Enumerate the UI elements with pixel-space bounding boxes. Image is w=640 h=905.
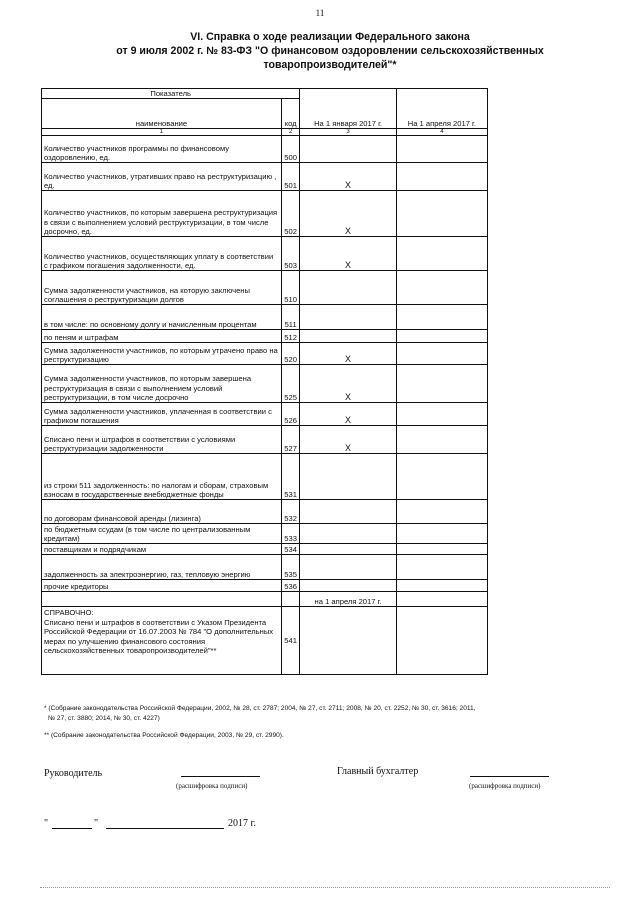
row-name: по пеням и штрафам xyxy=(42,330,282,343)
row-jan xyxy=(300,555,396,580)
row-jan: X xyxy=(300,163,396,191)
row-name: Сумма задолженности участников, по которым утрачено право на реструктуризацию xyxy=(42,343,282,365)
row-code: 500 xyxy=(281,136,299,163)
reference-header-row xyxy=(42,592,488,607)
table-row xyxy=(42,524,488,544)
row-code: 534 xyxy=(281,544,299,555)
header-indicator: Показатель xyxy=(42,89,300,99)
table-row xyxy=(42,136,488,163)
reference-row xyxy=(42,607,488,675)
row-code: 527 xyxy=(281,426,299,454)
row-code: 535 xyxy=(281,555,299,580)
table-row xyxy=(42,426,488,454)
row-code: 501 xyxy=(281,163,299,191)
head-signature-line xyxy=(181,776,260,777)
row-jan: X xyxy=(300,343,396,365)
row-jan xyxy=(300,305,396,330)
row-name: Количество участников, утративших право на реструктуризацию , ед. xyxy=(42,163,282,191)
title-line-3: товаропроизводителей"* xyxy=(263,59,397,71)
row-name: из строки 511 задолженность: по налогам и сборам, страховым взносам в государственные внебюджетные фонды xyxy=(42,454,282,500)
row-name: Сумма задолженности участников, по которым завершена реструктуризация в связи с выполнением условий реструктуризации, в том числе досрочно xyxy=(42,365,282,403)
row-code: 532 xyxy=(281,500,299,524)
row-jan: X xyxy=(300,403,396,426)
date-day-line xyxy=(52,828,92,829)
title-line-2: от 9 июля 2002 г. № 83-ФЗ "О финансовом оздоровлении сельскохозяйственных xyxy=(116,45,544,57)
row-apr xyxy=(396,403,487,426)
header-apr: На 1 апреля 2017 г. xyxy=(396,89,487,129)
row-name: прочие кредиторы xyxy=(42,580,282,592)
row-name: Списано пени и штрафов в соответствии с условиями реструктуризации задолженности xyxy=(42,426,282,454)
table-row xyxy=(42,163,488,191)
footnote-1-line-1: * (Собрание законодательства Российской Федерации, 2002, № 28, ст. 2787; 2004, № 27, ст. 2711; 2008, № 20, ст. 2252, № 30, ст. 3616; 2011, xyxy=(44,705,476,712)
row-jan xyxy=(300,454,396,500)
row-name: по договорам финансовой аренды (лизинга) xyxy=(42,500,282,524)
head-transcript-caption: (расшифровка подписи) xyxy=(176,782,248,790)
accountant-label: Главный бухгалтер xyxy=(337,766,419,777)
table-row xyxy=(42,365,488,403)
table-row xyxy=(42,555,488,580)
row-code: 512 xyxy=(281,330,299,343)
row-apr xyxy=(396,305,487,330)
table-row xyxy=(42,544,488,555)
header-jan: На 1 января 2017 г. xyxy=(300,89,396,129)
row-apr xyxy=(396,271,487,305)
row-apr xyxy=(396,500,487,524)
row-jan: X xyxy=(300,426,396,454)
row-code: 510 xyxy=(281,271,299,305)
row-apr xyxy=(396,237,487,271)
row-jan: X xyxy=(300,237,396,271)
row-jan xyxy=(300,524,396,544)
column-number: 2 xyxy=(281,129,299,136)
column-number: 3 xyxy=(300,129,396,136)
accountant-transcript-caption: (расшифровка подписи) xyxy=(469,782,541,790)
row-name: Сумма задолженности участников, на которую заключены соглашения о реструктуризации долгов xyxy=(42,271,282,305)
row-jan xyxy=(300,500,396,524)
reference-code: 541 xyxy=(281,607,299,675)
row-jan: X xyxy=(300,365,396,403)
row-code: 503 xyxy=(281,237,299,271)
row-apr xyxy=(396,454,487,500)
row-code: 511 xyxy=(281,305,299,330)
row-apr xyxy=(396,365,487,403)
row-apr xyxy=(396,136,487,163)
table-row xyxy=(42,305,488,330)
table-row xyxy=(42,237,488,271)
row-apr xyxy=(396,163,487,191)
row-apr xyxy=(396,580,487,592)
page-title xyxy=(60,30,600,72)
row-code: 531 xyxy=(281,454,299,500)
table-row xyxy=(42,580,488,592)
row-name: в том числе: по основному долгу и начисленным процентам xyxy=(42,305,282,330)
footnote-1-line-2: № 27, ст. 3880; 2014, № 30, ст. 4227) xyxy=(48,715,160,722)
table-row xyxy=(42,343,488,365)
row-code: 526 xyxy=(281,403,299,426)
reference-apr-header: на 1 апреля 2017 г. xyxy=(300,592,396,607)
column-number: 4 xyxy=(396,129,487,136)
page-bottom-divider xyxy=(40,887,610,888)
row-jan xyxy=(300,330,396,343)
table-row xyxy=(42,271,488,305)
footnote-1 xyxy=(44,704,544,724)
row-apr xyxy=(396,426,487,454)
table-row xyxy=(42,330,488,343)
row-apr xyxy=(396,524,487,544)
date-year: 2017 г. xyxy=(228,818,256,829)
column-number-row xyxy=(42,129,488,136)
row-jan: X xyxy=(300,191,396,237)
row-apr xyxy=(396,330,487,343)
row-apr xyxy=(396,343,487,365)
row-code: 520 xyxy=(281,343,299,365)
reference-text: Списано пени и штрафов в соответствии с Указом Президента Российской Федерации от 16.07.2003 № 784 "О дополнительных мерах по улучшению финансового состояния сельскохозяйственных товаропроизводителей"** xyxy=(44,617,274,656)
row-name: Количество участников программы по финансовому оздоровлению, ед. xyxy=(42,136,282,163)
table-row xyxy=(42,191,488,237)
column-number: 1 xyxy=(42,129,282,136)
row-code: 533 xyxy=(281,524,299,544)
row-jan xyxy=(300,544,396,555)
row-jan xyxy=(300,136,396,163)
table-row xyxy=(42,500,488,524)
row-code: 502 xyxy=(281,191,299,237)
row-apr xyxy=(396,555,487,580)
row-code: 536 xyxy=(281,580,299,592)
reference-label: СПРАВОЧНО: xyxy=(44,608,94,618)
report-table xyxy=(41,88,488,675)
footnote-2: ** (Собрание законодательства Российской Федерации, 2003, № 29, ст. 2990). xyxy=(44,732,284,739)
row-apr xyxy=(396,191,487,237)
table-row xyxy=(42,454,488,500)
reference-value xyxy=(300,607,396,675)
accountant-signature-line xyxy=(470,776,549,777)
row-name: Количество участников, осуществляющих уплату в соответствии с графиком погашения задолженности, ед. xyxy=(42,237,282,271)
date-quote-close: " xyxy=(94,818,99,829)
row-name: по бюджетным ссудам (в том числе по централизованным кредитам) xyxy=(42,524,282,544)
date-month-line xyxy=(106,828,224,829)
row-name: поставщикам и подрядчикам xyxy=(42,544,282,555)
row-name: задолженность за электроэнергию, газ, тепловую энергию xyxy=(42,555,282,580)
header-code: код xyxy=(281,99,299,129)
reference-cell xyxy=(42,607,282,675)
table-row xyxy=(42,403,488,426)
row-jan xyxy=(300,271,396,305)
header-name: наименование xyxy=(42,99,282,129)
row-name: Количество участников, по которым завершена реструктуризация в связи с выполнением условий реструктуризации, в том числе досрочно, ед. xyxy=(42,191,282,237)
row-jan xyxy=(300,580,396,592)
head-label: Руководитель xyxy=(44,768,103,779)
row-name: Сумма задолженности участников, уплаченная в соответствии с графиком погашения xyxy=(42,403,282,426)
date-quote-open: " xyxy=(44,818,49,829)
row-code: 525 xyxy=(281,365,299,403)
page-number: 11 xyxy=(315,8,325,18)
row-apr xyxy=(396,544,487,555)
title-line-1: VI. Справка о ходе реализации Федерального закона xyxy=(190,31,470,43)
